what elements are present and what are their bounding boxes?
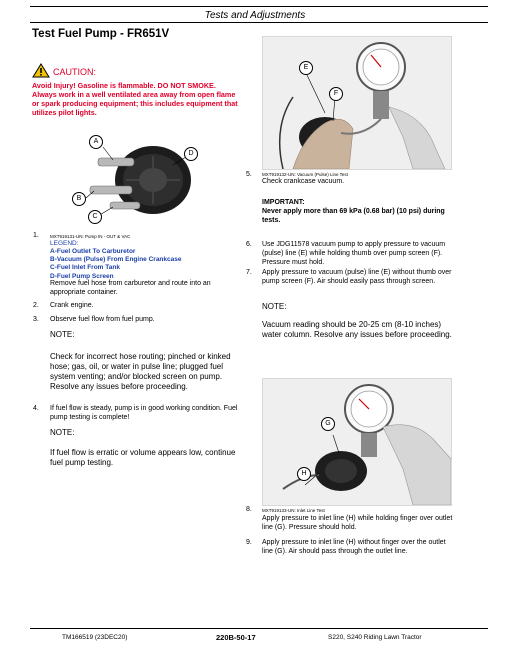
- step-text: Crank engine.: [50, 302, 94, 309]
- legend-item: C-Fuel Inlet From Tank: [50, 264, 120, 272]
- step-text: Apply pressure to inlet line (H) without finger over the outlet line (G). Air should pass through the outlet line.: [262, 539, 446, 555]
- note-label: NOTE:: [262, 302, 287, 311]
- legend-title: LEGEND:: [50, 240, 79, 247]
- step-text: Apply pressure to vacuum (pulse) line (E) without thumb over pump screen (F). Air should easily pass through screen.: [262, 269, 452, 285]
- step-text: Check crankcase vacuum.: [262, 178, 345, 185]
- note-text: Vacuum reading should be 20-25 cm (8-10 inches) water column. Resolve any issues before proceeding.: [262, 320, 452, 339]
- legend-item: A-Fuel Outlet To Carburetor: [50, 248, 136, 256]
- figure-caption: MXT919133-UN: Inlet Line Test: [262, 508, 325, 513]
- fuel-pump-figure: [58, 130, 218, 230]
- callout-c: C: [88, 210, 102, 224]
- note-text: Check for incorrect hose routing; pinched or kinked hose; gas, oil, or water in pulse line; plugged fuel system venting; and/or blocked screen on pump. Resolve any issues before proceeding.: [50, 352, 231, 391]
- note-text: If fuel flow is erratic or volume appears low, continue fuel pump testing.: [50, 448, 236, 467]
- vacuum-test-figure: [262, 36, 452, 170]
- step-number: 8.: [246, 506, 252, 513]
- footer-product: S220, S240 Riding Lawn Tractor: [328, 634, 422, 641]
- important-text: Never apply more than 69 kPa (0.68 bar) (10 psi) during tests.: [262, 208, 445, 224]
- callout-g: G: [321, 417, 335, 431]
- callout-f: F: [329, 87, 343, 101]
- step-number: 9.: [246, 539, 252, 546]
- step-number: 2.: [33, 302, 39, 309]
- step-number: 5.: [246, 171, 252, 178]
- callout-e: E: [299, 61, 313, 75]
- note-label: NOTE:: [50, 428, 75, 437]
- legend-item: D-Fuel Pump Screen: [50, 272, 114, 280]
- warning-icon: [32, 63, 50, 80]
- step-number: 4.: [33, 405, 39, 412]
- step-text: Observe fuel flow from fuel pump.: [50, 316, 155, 323]
- caution-block: [32, 63, 242, 117]
- legend-item: B-Vacuum (Pulse) From Engine Crankcase: [50, 256, 182, 264]
- footer-page-number: 220B-50-17: [216, 633, 256, 642]
- footer-doc-id: TM166519 (23DEC20): [62, 634, 128, 641]
- header-rule-bottom: [30, 22, 488, 23]
- note-label: NOTE:: [50, 330, 75, 339]
- callout-a: A: [89, 135, 103, 149]
- callout-b: B: [72, 192, 86, 206]
- page-header-title: Tests and Adjustments: [204, 10, 306, 21]
- section-title: Test Fuel Pump - FR651V: [32, 28, 170, 40]
- callout-d: D: [184, 147, 198, 161]
- caution-heading: CAUTION:: [53, 66, 97, 77]
- figure-caption: MXT919132-UN: Vacuum (Pulse) Line Test: [262, 172, 348, 177]
- important-label: IMPORTANT:: [262, 199, 305, 206]
- step-number: 1.: [33, 232, 39, 239]
- figure-caption: MXT919131-UN: Pump IN - OUT & VAC: [50, 234, 131, 239]
- legend: [50, 240, 245, 281]
- footer-rule: [30, 628, 488, 629]
- callout-h: H: [297, 467, 311, 481]
- step-text: Apply pressure to inlet line (H) while holding finger over outlet line (G). Pressure should hold.: [262, 515, 453, 531]
- step-number: 3.: [33, 316, 39, 323]
- caution-text: Avoid Injury! Gasoline is flammable. DO NOT SMOKE. Always work in a well ventilated area away from open flame or spark producing equipment; this includes equipment that utilizes pilot lights.: [32, 81, 238, 117]
- step-text: If fuel flow is steady, pump is in good working condition. Fuel pump testing is complete!: [50, 405, 238, 421]
- step-text: Use JDG11578 vacuum pump to apply pressure to vacuum (pulse) line (E) while holding thumb over pump screen (F). Pressure must hold.: [262, 241, 446, 266]
- inlet-test-figure: [262, 378, 452, 506]
- header-rule-top: [30, 6, 488, 7]
- step-number: 6.: [246, 241, 252, 248]
- step-text: Remove fuel hose from carburetor and route into an appropriate container.: [50, 280, 211, 296]
- step-number: 7.: [246, 269, 252, 276]
